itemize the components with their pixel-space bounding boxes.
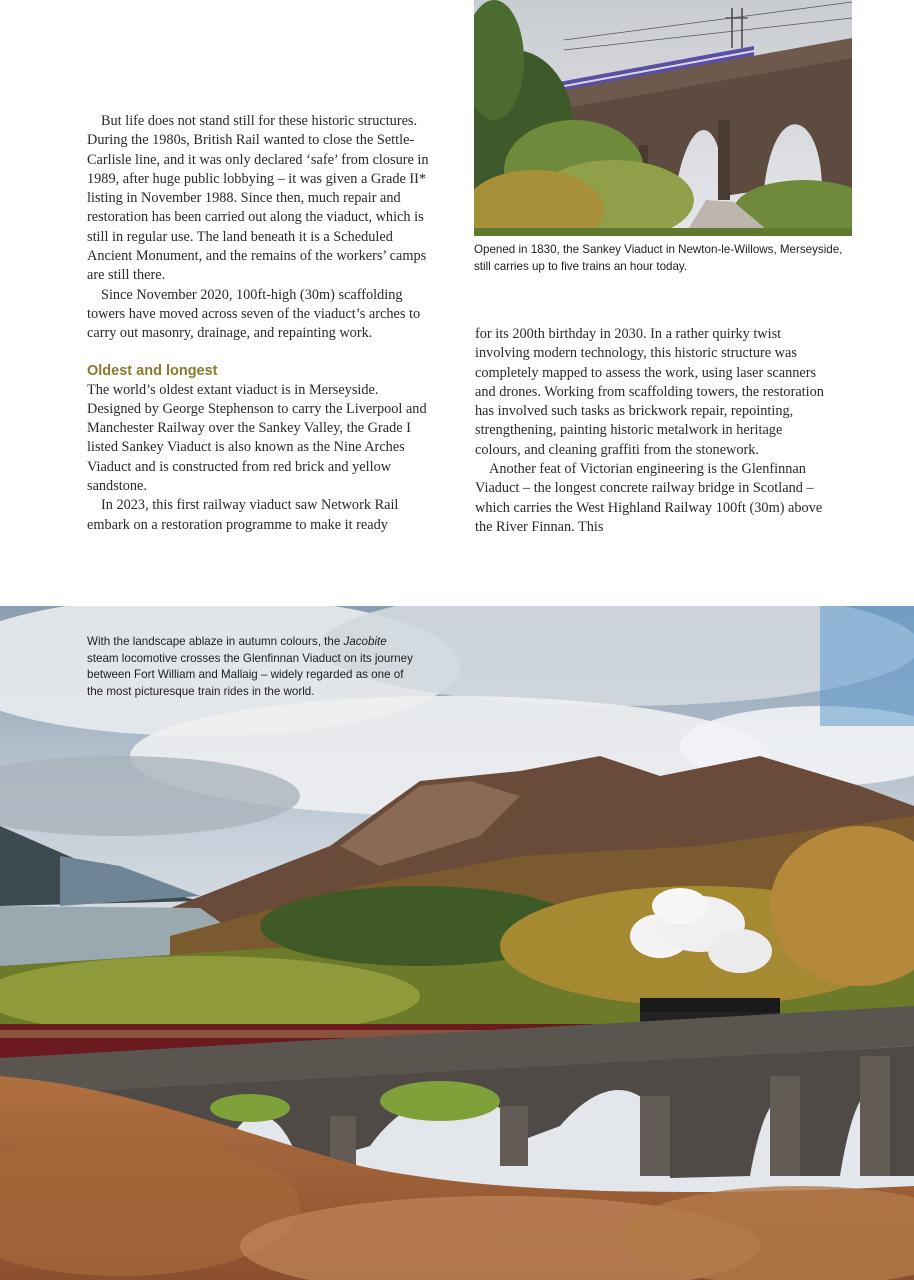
paragraph: for its 200th birthday in 2030. In a rather quirky twist involving modern technology, this historic structure was completely mapped to assess the work, using laser scanners and drones. Working from scaffolding towers, the restoration has involved such tasks as brickwork repair, repointing, strengthening, painting historic metalwork in heritage colours, and cleaning graffiti from the stonework.	[475, 326, 824, 458]
top-image-caption: Opened in 1830, the Sankey Viaduct in Newton-le-Willows, Merseyside, still carries up to five trains an hour today.	[474, 243, 843, 273]
paragraph: Since November 2020, 100ft-high (30m) scaffolding towers have moved across seven of the viaduct’s arches to carry out masonry, drainage, and repainting work.	[87, 286, 421, 342]
right-text-column	[475, 325, 825, 537]
left-text-column	[87, 112, 435, 535]
glenfinnan-viaduct-photo	[0, 606, 914, 1280]
paragraph: The world’s oldest extant viaduct is in Merseyside. Designed by George Stephenson to carry the Liverpool and Manchester Railway over the Sankey Valley, the Grade I listed Sankey Viaduct is also known as the Nine Arches Viaduct and is constructed from red brick and yellow sandstone.	[87, 381, 427, 495]
bottom-image-caption	[87, 634, 417, 700]
sankey-viaduct-photo	[474, 0, 852, 236]
paragraph: Another feat of Victorian engineering is the Glenfinnan Viaduct – the longest concrete railway bridge in Scotland – which carries the West Highland Railway 100ft (30m) above the River Finnan. This	[475, 461, 823, 535]
glenfinnan-viaduct-illustration	[0, 606, 914, 1280]
caption-italic-text: Jacobite	[343, 635, 387, 648]
paragraph: In 2023, this first railway viaduct saw Network Rail embark on a restoration programme to make it ready	[87, 497, 399, 533]
section-heading: Oldest and longest	[87, 362, 218, 379]
paragraph: But life does not stand still for these historic structures. During the 1980s, British Rail wanted to close the Settle-Carlisle line, and it was only declared ‘safe’ from closure in 1989, after huge public lobbying – it was given a Grade II* listing in November 1988. Since then, much repair and restoration has been carried out along the viaduct, which is still in regular use. The land beneath it is a Scheduled Ancient Monument, and the remains of the workers’ camps are still there.	[87, 113, 429, 284]
caption-text: steam locomotive crosses the Glenfinnan Viaduct on its journey between Fort William and Mallaig – widely regarded as one of the most picturesque train rides in the world.	[87, 651, 413, 698]
sankey-viaduct-illustration	[474, 0, 852, 236]
caption-text: With the landscape ablaze in autumn colours, the	[87, 635, 344, 648]
